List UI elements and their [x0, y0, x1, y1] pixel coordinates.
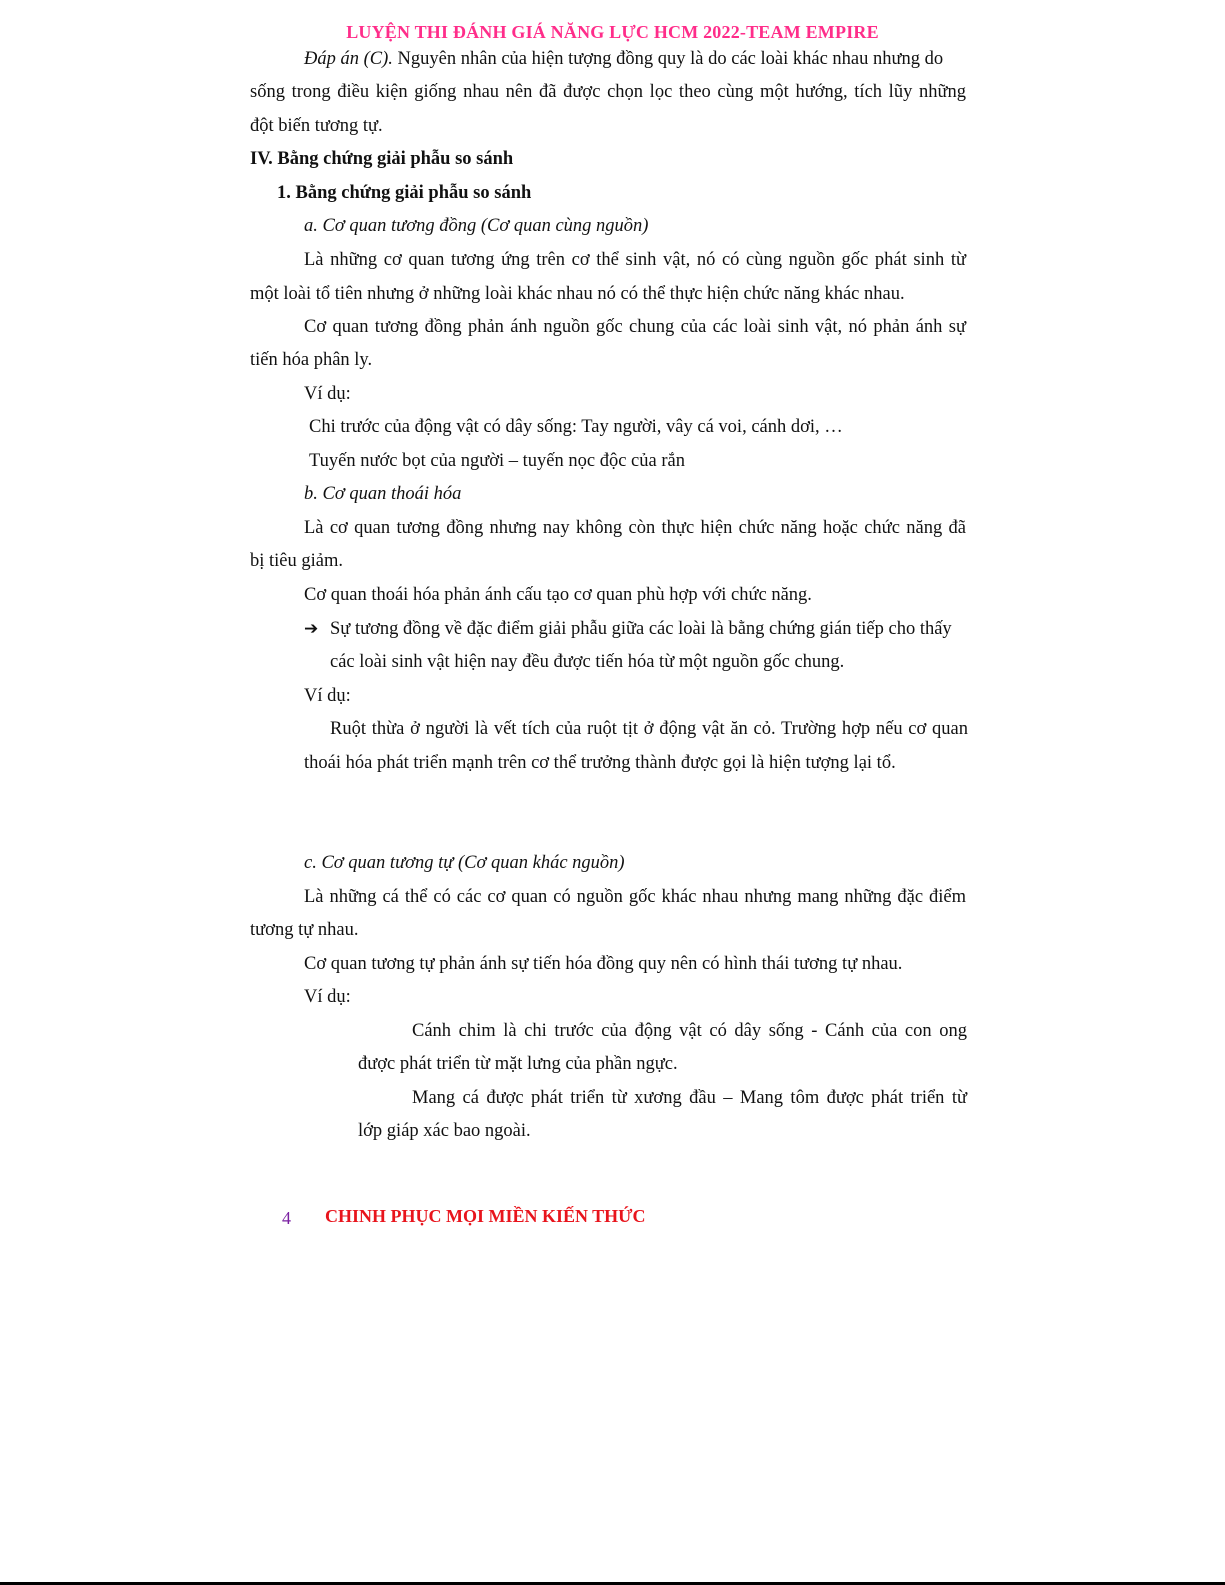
part-a-example-label: Ví dụ: [304, 384, 351, 404]
part-b-conclusion-text: Sự tương đồng về đặc điểm giải phẫu giữa các loài là bằng chứng gián tiếp cho thấy [330, 619, 952, 639]
answer-line-2: sống trong điều kiện giống nhau nên đã được chọn lọc theo cùng một hướng, tích lũy những [250, 82, 966, 102]
footer-slogan: CHINH PHỤC MỌI MIỀN KIẾN THỨC [325, 1206, 646, 1226]
page-number: 4 [282, 1208, 291, 1228]
part-c-example-label: Ví dụ: [304, 987, 351, 1007]
part-b-example-line-2: thoái hóa phát triển mạnh trên cơ thể trưởng thành được gọi là hiện tượng lại tổ. [304, 753, 896, 773]
part-c-example-1-line-2: được phát triển từ mặt lưng của phần ngực. [358, 1054, 678, 1074]
part-a-p1-line-2: một loài tổ tiên nhưng ở những loài khác nhau nó có thể thực hiện chức năng khác nhau. [250, 284, 905, 304]
part-c-p1-line-2: tương tự nhau. [250, 920, 359, 940]
part-b-p2: Cơ quan thoái hóa phản ánh cấu tạo cơ quan phù hợp với chức năng. [304, 585, 812, 605]
part-b-example-line-1: Ruột thừa ở người là vết tích của ruột tịt ở động vật ăn cỏ. Trường hợp nếu cơ quan [330, 719, 968, 739]
answer-line-3: đột biến tương tự. [250, 116, 383, 136]
part-b-title: b. Cơ quan thoái hóa [304, 484, 462, 504]
part-a-title: a. Cơ quan tương đồng (Cơ quan cùng nguồn) [304, 216, 649, 236]
answer-line-1 [304, 47, 943, 71]
arrow-right-icon: ➔ [304, 619, 319, 639]
answer-text-1: Nguyên nhân của hiện tượng đồng quy là do các loài khác nhau nhưng do [392, 49, 944, 69]
part-b-p1-line-1: Là cơ quan tương đồng nhưng nay không còn thực hiện chức năng hoặc chức năng đã [304, 518, 966, 538]
part-a-example-1: Chi trước của động vật có dây sống: Tay người, vây cá voi, cánh dơi, … [309, 417, 843, 437]
part-a-p1-line-1: Là những cơ quan tương ứng trên cơ thể sinh vật, nó có cùng nguồn gốc phát sinh từ [304, 250, 966, 270]
part-c-p1-line-1: Là những cá thể có các cơ quan có nguồn gốc khác nhau nhưng mang những đặc điểm [304, 887, 966, 907]
part-b-example-label: Ví dụ: [304, 686, 351, 706]
part-b-p1-line-2: bị tiêu giảm. [250, 551, 343, 571]
part-c-example-1-line-1: Cánh chim là chi trước của động vật có dây sống - Cánh của con ong [412, 1021, 967, 1041]
part-a-example-2: Tuyến nước bọt của người – tuyến nọc độc của rắn [309, 451, 685, 471]
part-a-p2-line-2: tiến hóa phân ly. [250, 350, 373, 370]
page-header-title: LUYỆN THI ĐÁNH GIÁ NĂNG LỰC HCM 2022-TEAM EMPIRE [346, 22, 879, 42]
answer-label: Đáp án (C). [304, 49, 393, 69]
part-c-p2: Cơ quan tương tự phản ánh sự tiến hóa đồng quy nên có hình thái tương tự nhau. [304, 954, 903, 974]
part-b-conclusion-line-2: các loài sinh vật hiện nay đều được tiến hóa từ một nguồn gốc chung. [330, 652, 845, 672]
section-heading: IV. Bằng chứng giải phẫu so sánh [250, 149, 514, 169]
part-c-example-2-line-2: lớp giáp xác bao ngoài. [358, 1121, 531, 1141]
section-subheading: 1. Bằng chứng giải phẫu so sánh [277, 183, 532, 203]
part-a-p2-line-1: Cơ quan tương đồng phản ánh nguồn gốc chung của các loài sinh vật, nó phản ánh sự [304, 317, 966, 337]
part-c-title: c. Cơ quan tương tự (Cơ quan khác nguồn) [304, 853, 625, 873]
part-c-example-2-line-1: Mang cá được phát triển từ xương đầu – Mang tôm được phát triển từ [412, 1088, 967, 1108]
part-b-conclusion-line-1 [304, 617, 952, 641]
